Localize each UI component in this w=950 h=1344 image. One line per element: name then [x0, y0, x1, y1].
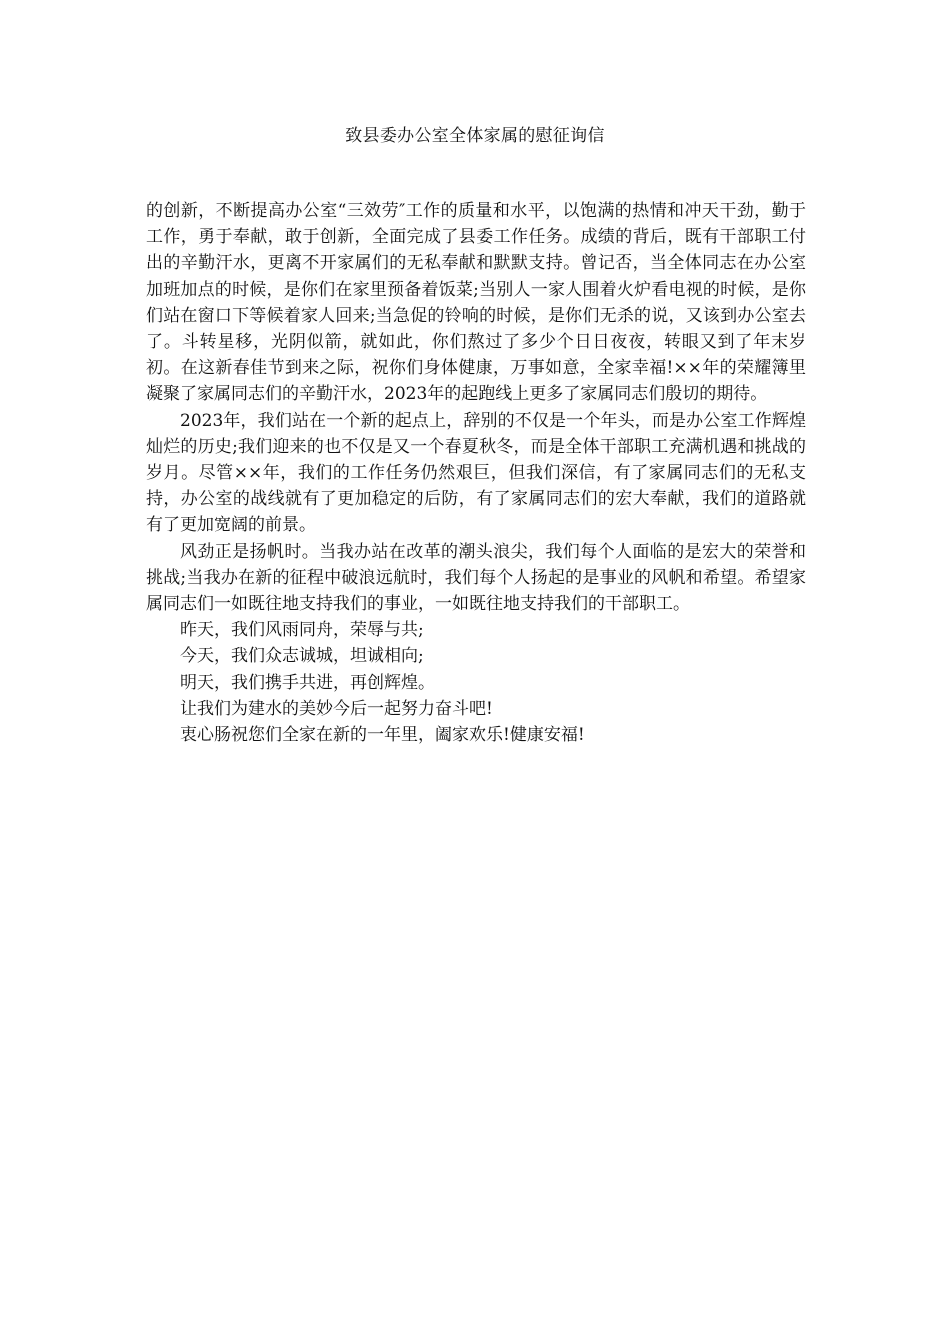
document-title: 致县委办公室全体家属的慰征询信 — [345, 126, 605, 146]
paragraph-set-sail: 风劲正是扬帆时。当我办站在改革的潮头浪尖，我们每个人面临的是宏大的荣誉和挑战;当我办在新的征程中破浪远航时，我们每个人扬起的是事业的风帆和希望。希望家属同志们一如既往地支持我们的事业，一如既往地支持我们的干部职工。 — [146, 541, 806, 615]
line-tomorrow: 明天，我们携手共进，再创辉煌。 — [180, 672, 435, 693]
line-blessing: 衷心肠祝您们全家在新的一年里，阖家欢乐!健康安福! — [180, 725, 585, 746]
line-yesterday: 昨天，我们风雨同舟，荣辱与共; — [180, 620, 424, 641]
line-strive: 让我们为建水的美妙今后一起努力奋斗吧! — [180, 698, 493, 719]
document-body — [146, 198, 806, 748]
paragraph-continuation: 的创新，不断提高办公室“三效劳″工作的质量和水平，以饱满的热情和冲天干劲，勤于工作，勇于奉献，敢于创新，全面完成了县委工作任务。成绩的背后，既有干部职工付出的辛勤汗水，更离不开家属们的无私奉献和默默支持。曾记否，当全体同志在办公室加班加点的时候，是你们在家里预备着饭菜;当别人一家人围着火炉看电视的时候，是你们站在窗口下等候着家人回来;当急促的铃响的时候，是你们无杀的说，又该到办公室去了。斗转星移，光阴似箭，就如此，你们熬过了多少个日日夜夜，转眼又到了年末岁初。在这新春佳节到来之际，祝你们身体健康，万事如意，全家幸福!××年的荣耀簿里凝聚了家属同志们的辛勤汗水，2023年的起跑线上更多了家属同志们殷切的期待。 — [146, 201, 806, 405]
paragraph-new-year: 2023年，我们站在一个新的起点上，辞别的不仅是一个年头，而是办公室工作辉煌灿烂的历史;我们迎来的也不仅是又一个春夏秋冬，而是全体干部职工充满机遇和挑战的岁月。尽管××年，我们的工作任务仍然艰巨，但我们深信，有了家属同志们的无私支持，办公室的战线就有了更加稳定的后防，有了家属同志们的宏大奉献，我们的道路就有了更加宽阔的前景。 — [146, 410, 806, 536]
line-today: 今天，我们众志诚城，坦诚相向; — [180, 646, 424, 667]
